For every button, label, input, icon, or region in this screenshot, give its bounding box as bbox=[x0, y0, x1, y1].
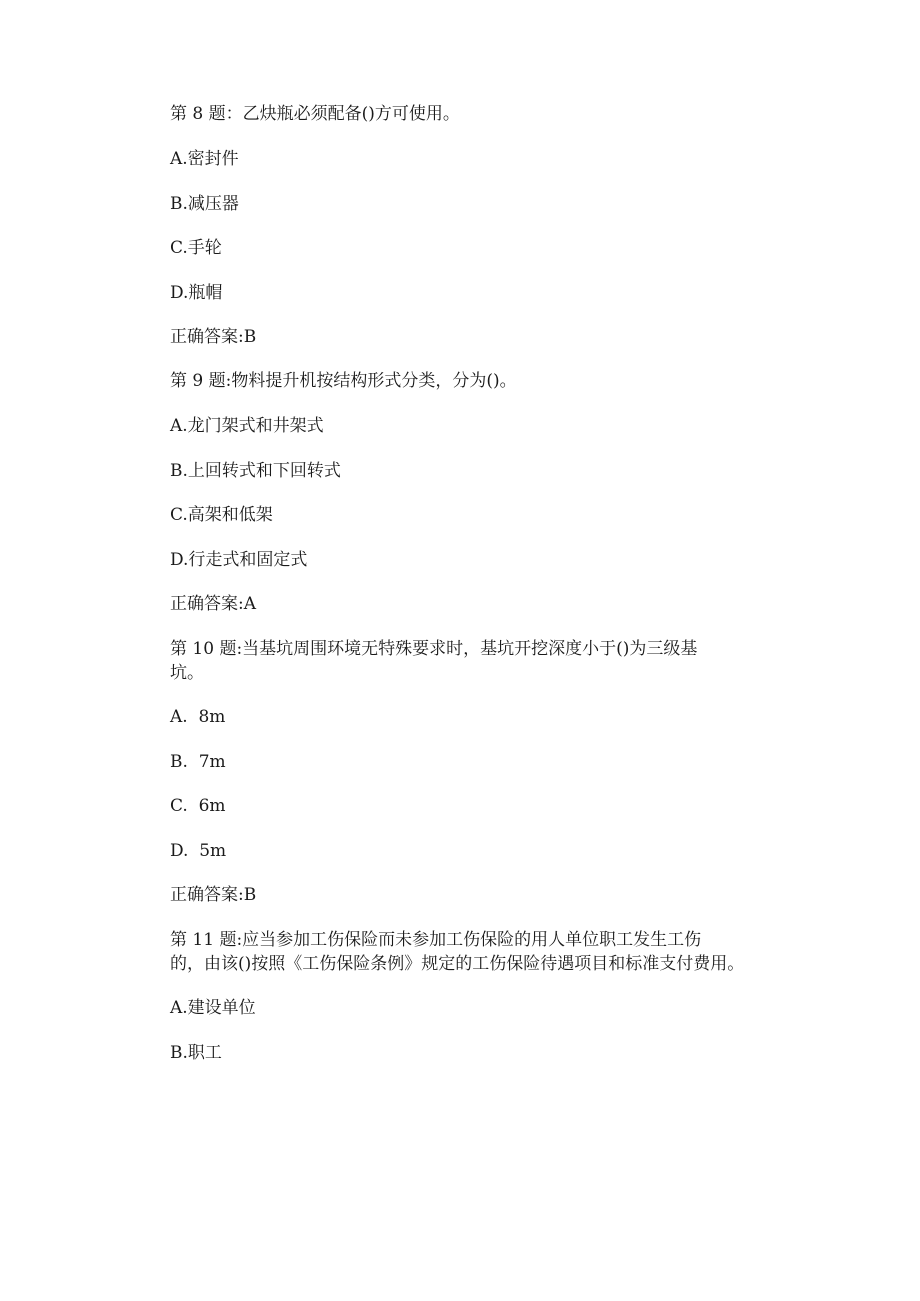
question-11-option-a: A.建设单位 bbox=[170, 998, 256, 1018]
question-11-stem-line2: 的，由该()按照《工伤保险条例》规定的工伤保险待遇项目和标准支付费用。 bbox=[170, 954, 745, 974]
question-9-option-b: B.上回转式和下回转式 bbox=[170, 461, 341, 481]
question-10-answer: 正确答案:B bbox=[170, 885, 257, 905]
question-8-option-c: C.手轮 bbox=[170, 238, 222, 258]
question-9-option-a: A.龙门架式和井架式 bbox=[170, 416, 324, 436]
question-10-stem-line1: 第 10 题:当基坑周围环境无特殊要求时，基坑开挖深度小于()为三级基 bbox=[170, 639, 698, 659]
question-10-option-a: A. 8m bbox=[170, 707, 226, 727]
question-11-option-b: B.职工 bbox=[170, 1043, 222, 1063]
question-9-option-c: C.高架和低架 bbox=[170, 505, 273, 525]
question-10-option-c: C. 6m bbox=[170, 796, 226, 816]
question-11-stem-line1: 第 11 题:应当参加工伤保险而未参加工伤保险的用人单位职工发生工伤 bbox=[170, 930, 702, 950]
question-10-stem-line2: 坑。 bbox=[170, 663, 204, 683]
question-8-option-a: A.密封件 bbox=[170, 149, 239, 169]
question-10-option-d: D. 5m bbox=[170, 841, 227, 861]
question-8-option-d: D.瓶帽 bbox=[170, 283, 223, 303]
question-8-stem: 第 8 题：乙炔瓶必须配备()方可使用。 bbox=[170, 104, 460, 124]
question-9-answer: 正确答案:A bbox=[170, 594, 257, 614]
question-8-answer: 正确答案:B bbox=[170, 327, 257, 347]
question-9-option-d: D.行走式和固定式 bbox=[170, 550, 308, 570]
question-8-option-b: B.减压器 bbox=[170, 194, 239, 214]
question-9-stem: 第 9 题:物料提升机按结构形式分类，分为()。 bbox=[170, 371, 517, 391]
question-10-option-b: B. 7m bbox=[170, 752, 226, 772]
